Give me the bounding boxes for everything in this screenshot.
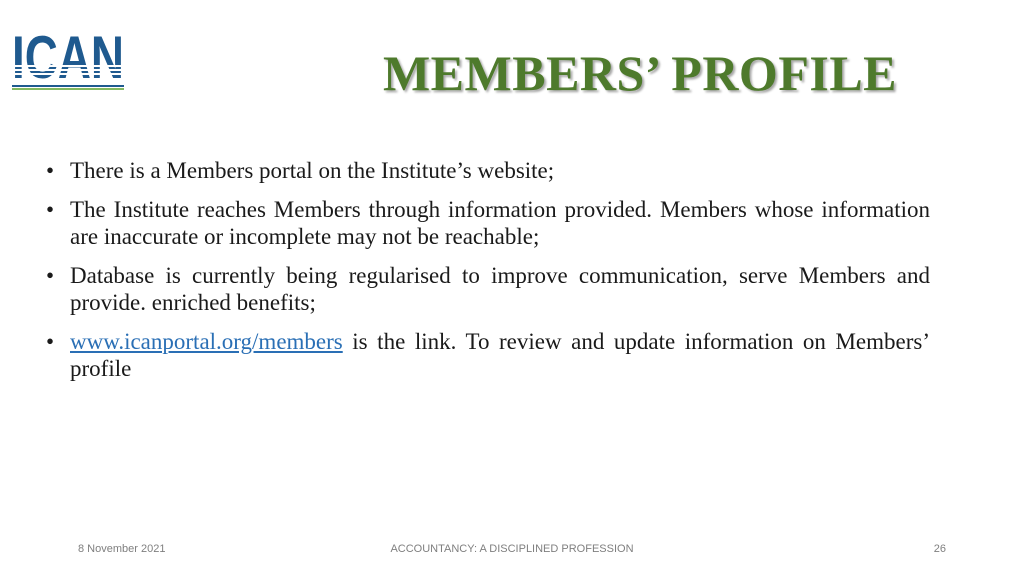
list-item [44, 157, 930, 184]
bullet-icon: • [46, 329, 55, 354]
list-item [44, 196, 930, 250]
bullet-icon: • [46, 263, 55, 288]
footer-date: 8 November 2021 [78, 543, 166, 555]
slide-title: MEMBERS’ PROFILE [382, 45, 898, 101]
members-portal-link[interactable]: www.icanportal.org/members [70, 329, 343, 354]
bullet-text: is the link. To review and update information on Members’ profile [70, 329, 930, 381]
bullet-text: The Institute reaches Members through information provided. Members whose information are inaccurate or incomplete may not be reachable; [70, 197, 930, 249]
bullet-text: There is a Members portal on the Institute’s website; [70, 158, 555, 183]
ican-logo [12, 24, 128, 100]
bullet-text: Database is currently being regularised to improve communication, serve Members and provide. enriched benefits; [70, 263, 930, 315]
list-item [44, 328, 930, 382]
bullet-list [44, 157, 930, 394]
bullet-icon: • [46, 197, 55, 222]
page-number: 26 [933, 543, 946, 555]
bullet-icon: • [46, 158, 55, 183]
svg-text:ICAN: ICAN [12, 24, 124, 91]
list-item [44, 262, 930, 316]
footer-title: ACCOUNTANCY: A DISCIPLINED PROFESSION [390, 543, 634, 555]
